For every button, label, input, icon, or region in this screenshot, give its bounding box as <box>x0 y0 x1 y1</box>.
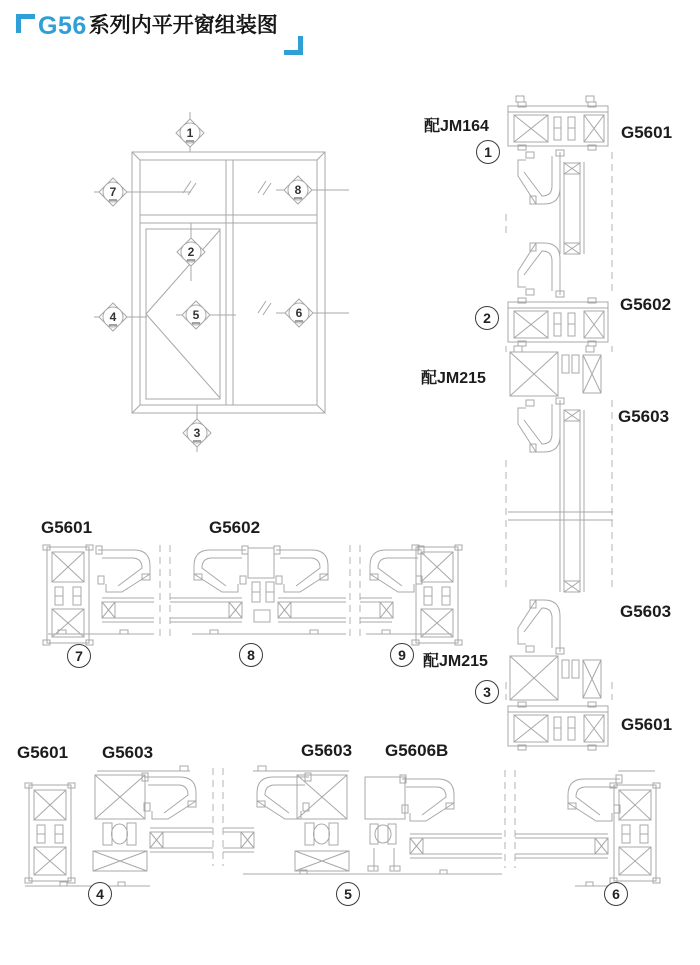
section-number-3: 3 <box>475 680 499 704</box>
label-hardware-jm215-top: 配JM215 <box>421 370 486 387</box>
section-number-9: 9 <box>390 643 414 667</box>
label-hardware-jm164: 配JM164 <box>424 118 489 135</box>
section-number-2: 2 <box>475 306 499 330</box>
page-title <box>16 14 303 55</box>
title-bracket-close-icon <box>284 36 303 55</box>
title-bracket-open-icon <box>16 14 35 33</box>
label-g5601-bottom-row: G5601 <box>17 743 69 762</box>
label-g5602-right: G5602 <box>620 295 672 314</box>
label-g5601-top: G5601 <box>621 123 673 142</box>
svg-text:3: 3 <box>193 426 201 440</box>
label-hardware-jm215-bottom: 配JM215 <box>423 653 488 670</box>
section-number-4: 4 <box>88 882 112 906</box>
svg-text:1: 1 <box>186 126 194 140</box>
svg-text:2: 2 <box>187 245 195 259</box>
section-number-5: 5 <box>336 882 360 906</box>
svg-text:4: 4 <box>109 310 117 324</box>
label-g5601-middle: G5601 <box>41 518 93 537</box>
svg-text:5: 5 <box>192 308 200 322</box>
section-number-6: 6 <box>604 882 628 906</box>
label-g5602-middle: G5602 <box>209 518 261 537</box>
section-number-8: 8 <box>239 643 263 667</box>
label-g5606b: G5606B <box>385 741 449 760</box>
svg-text:7: 7 <box>109 185 117 199</box>
svg-text:8: 8 <box>294 183 302 197</box>
title-text: 系列内平开窗组装图 <box>88 14 278 37</box>
section-number-1: 1 <box>476 140 500 164</box>
label-g5603-bottom-left: G5603 <box>102 743 154 762</box>
label-g5601-bottom: G5601 <box>621 715 673 734</box>
title-series: G56 <box>38 12 87 40</box>
section-number-7: 7 <box>67 644 91 668</box>
label-g5603-bottom-mid: G5603 <box>301 741 353 760</box>
label-g5603-bottom: G5603 <box>620 602 672 621</box>
svg-text:6: 6 <box>295 306 303 320</box>
label-g5603-top: G5603 <box>618 407 670 426</box>
